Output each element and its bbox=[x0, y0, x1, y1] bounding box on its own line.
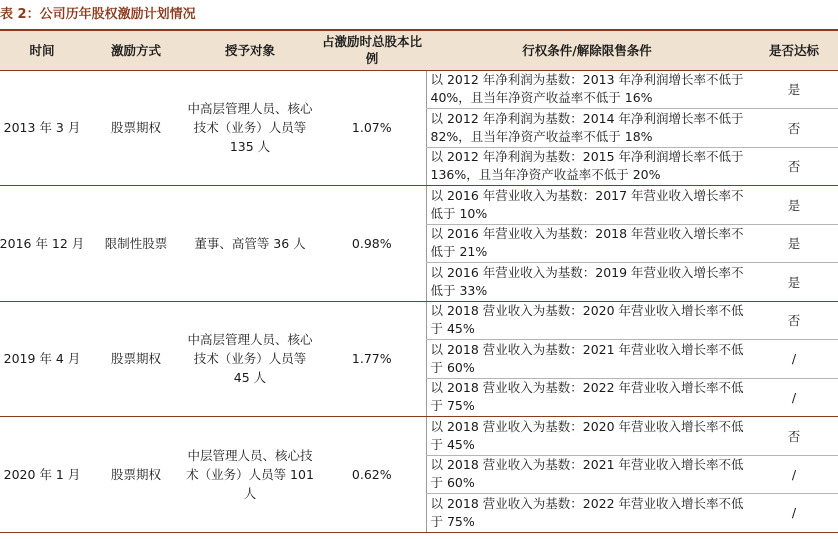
plan-time: 2016 年 12 月 bbox=[0, 186, 90, 302]
header-conditions: 行权条件/解除限售条件 bbox=[426, 30, 748, 70]
plan-grantee: 中高层管理人员、核心技术（业务）人员等 45 人 bbox=[182, 301, 318, 417]
condition-cell: 以 2018 营业收入为基数：2022 年营业收入增长率不低于 75% bbox=[426, 378, 748, 417]
table-row bbox=[0, 70, 838, 109]
table-row bbox=[0, 301, 838, 340]
table-header-row bbox=[0, 30, 838, 70]
header-met: 是否达标 bbox=[748, 30, 838, 70]
plan-method: 限制性股票 bbox=[90, 186, 182, 302]
header-grantee: 授予对象 bbox=[182, 30, 318, 70]
plan-time: 2019 年 4 月 bbox=[0, 301, 90, 417]
plan-ratio: 0.98% bbox=[318, 186, 426, 302]
met-cell: 否 bbox=[748, 109, 838, 148]
plan-time: 2020 年 1 月 bbox=[0, 417, 90, 533]
met-cell: / bbox=[748, 494, 838, 533]
met-cell: 否 bbox=[748, 417, 838, 456]
met-cell: 否 bbox=[748, 301, 838, 340]
plan-method: 股票期权 bbox=[90, 70, 182, 186]
incentive-plan-table bbox=[0, 29, 838, 533]
met-cell: / bbox=[748, 378, 838, 417]
met-cell: 是 bbox=[748, 70, 838, 109]
met-cell: 是 bbox=[748, 186, 838, 225]
condition-cell: 以 2018 营业收入为基数：2021 年营业收入增长率不低于 60% bbox=[426, 340, 748, 379]
met-cell: 是 bbox=[748, 263, 838, 302]
header-time: 时间 bbox=[0, 30, 90, 70]
header-method: 激励方式 bbox=[90, 30, 182, 70]
plan-grantee: 董事、高管等 36 人 bbox=[182, 186, 318, 302]
condition-cell: 以 2016 年营业收入为基数：2017 年营业收入增长率不低于 10% bbox=[426, 186, 748, 225]
condition-cell: 以 2012 年净利润为基数：2014 年净利润增长率不低于 82%，且当年净资产收益率不低于 18% bbox=[426, 109, 748, 148]
condition-cell: 以 2012 年净利润为基数：2013 年净利润增长率不低于 40%，且当年净资产收益率不低于 16% bbox=[426, 70, 748, 109]
condition-cell: 以 2018 营业收入为基数：2020 年营业收入增长率不低于 45% bbox=[426, 417, 748, 456]
condition-cell: 以 2016 年营业收入为基数：2018 年营业收入增长率不低于 21% bbox=[426, 224, 748, 263]
table-row bbox=[0, 186, 838, 225]
condition-cell: 以 2018 营业收入为基数：2022 年营业收入增长率不低于 75% bbox=[426, 494, 748, 533]
condition-cell: 以 2016 年营业收入为基数：2019 年营业收入增长率不低于 33% bbox=[426, 263, 748, 302]
plan-ratio: 0.62% bbox=[318, 417, 426, 533]
plan-method: 股票期权 bbox=[90, 301, 182, 417]
plan-ratio: 1.77% bbox=[318, 301, 426, 417]
plan-grantee: 中层管理人员、核心技术（业务）人员等 101 人 bbox=[182, 417, 318, 533]
met-cell: / bbox=[748, 455, 838, 494]
met-cell: 是 bbox=[748, 224, 838, 263]
plan-grantee: 中高层管理人员、核心技术（业务）人员等 135 人 bbox=[182, 70, 318, 186]
condition-cell: 以 2018 营业收入为基数：2021 年营业收入增长率不低于 60% bbox=[426, 455, 748, 494]
plan-time: 2013 年 3 月 bbox=[0, 70, 90, 186]
condition-cell: 以 2018 营业收入为基数：2020 年营业收入增长率不低于 45% bbox=[426, 301, 748, 340]
table-row bbox=[0, 417, 838, 456]
plan-ratio: 1.07% bbox=[318, 70, 426, 186]
header-ratio: 占激励时总股本比例 bbox=[318, 30, 426, 70]
met-cell: 否 bbox=[748, 147, 838, 186]
met-cell: / bbox=[748, 340, 838, 379]
table-caption: 表 2：公司历年股权激励计划情况 bbox=[0, 7, 196, 22]
condition-cell: 以 2012 年净利润为基数：2015 年净利润增长率不低于 136%，且当年净资产收益率不低于 20% bbox=[426, 147, 748, 186]
plan-method: 股票期权 bbox=[90, 417, 182, 533]
